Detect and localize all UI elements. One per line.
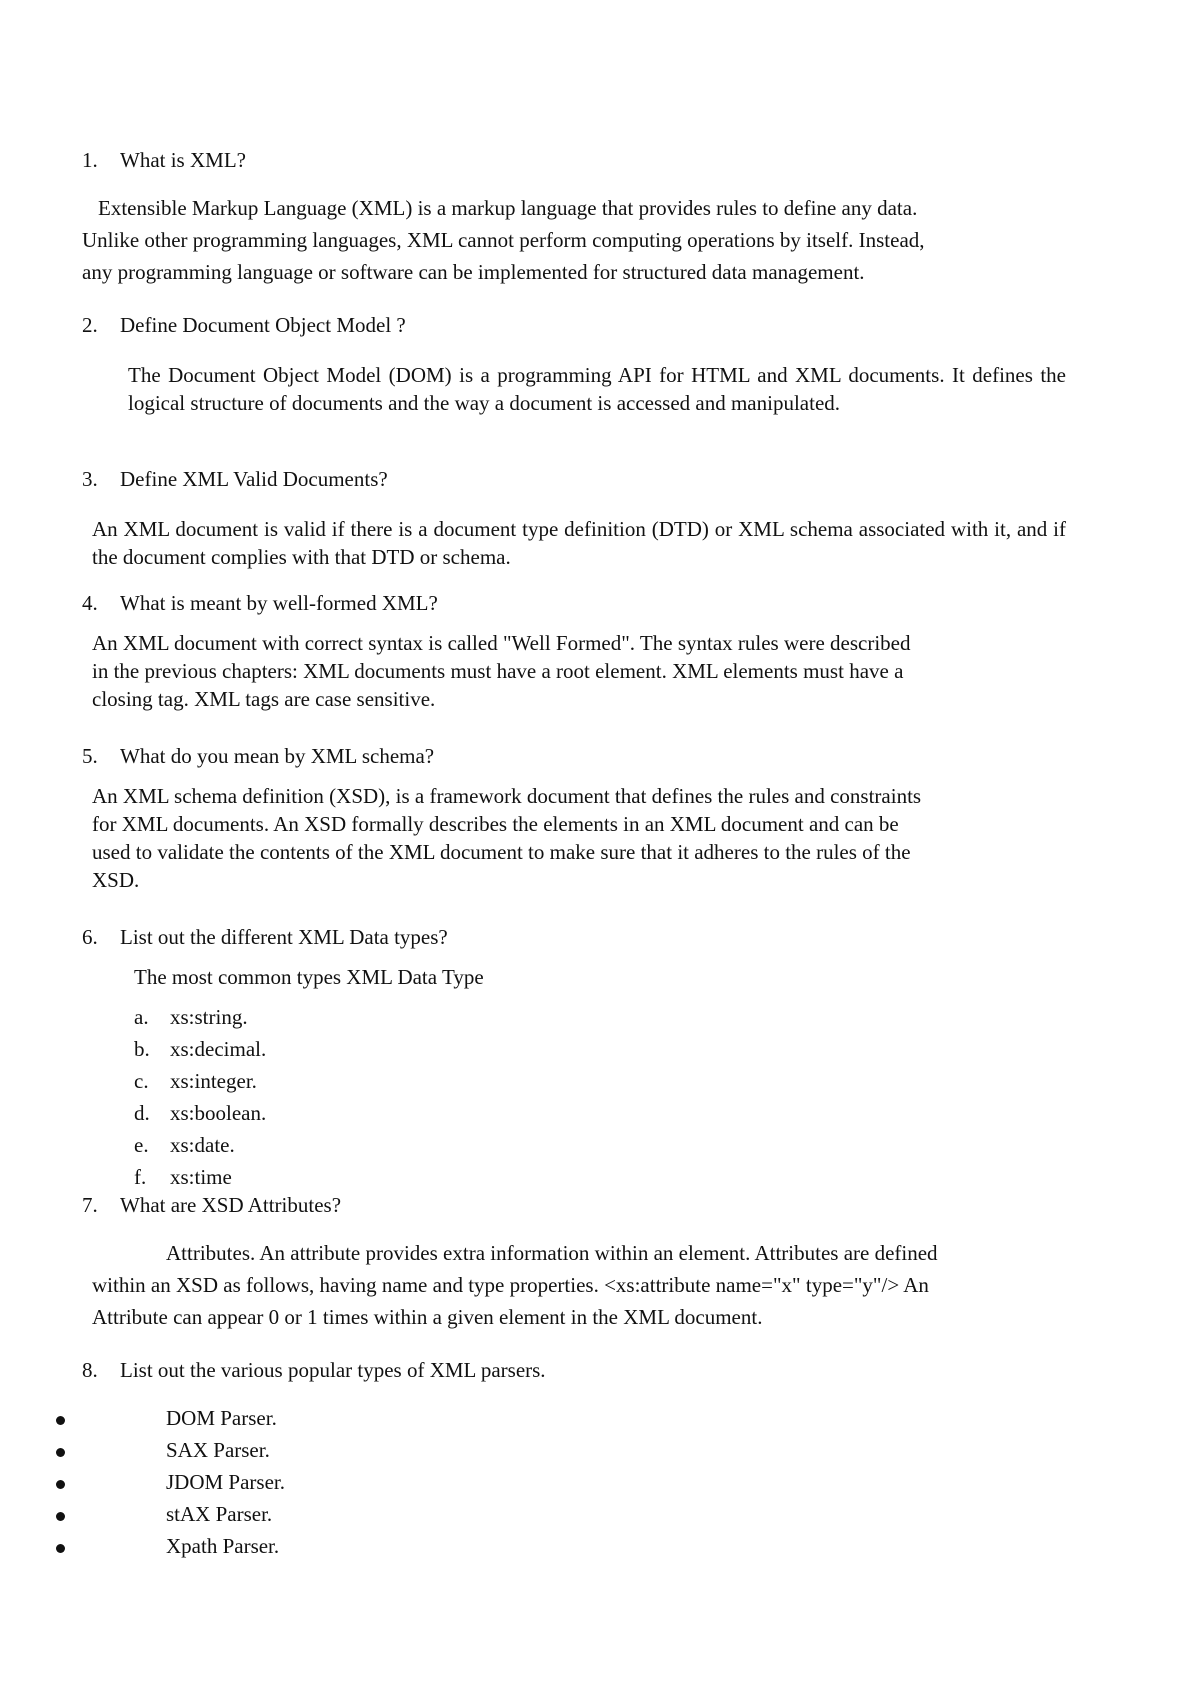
list-item: xs:decimal. — [170, 1037, 267, 1061]
question-number: 5. — [82, 744, 98, 768]
question-number: 3. — [82, 467, 98, 491]
list-item: xs:boolean. — [170, 1101, 267, 1125]
question-heading: List out the various popular types of XML parsers. — [120, 1358, 546, 1382]
question-heading: What is XML? — [120, 148, 246, 172]
question-number: 8. — [82, 1358, 98, 1382]
answer-line: within an XSD as follows, having name and type properties. <xs:attribute name="x" type="y"/> An — [92, 1273, 929, 1297]
list-item: xs:time — [170, 1165, 232, 1189]
answer-line: XSD. — [92, 868, 140, 892]
list-intro: The most common types XML Data Type — [134, 965, 484, 989]
list-marker: c. — [134, 1069, 149, 1093]
question-heading: What do you mean by XML schema? — [120, 744, 435, 768]
question-heading: Define Document Object Model ? — [120, 313, 406, 337]
question-number: 6. — [82, 925, 98, 949]
question-number: 7. — [82, 1193, 98, 1217]
answer-line: in the previous chapters: XML documents must have a root element. XML elements must have a — [92, 659, 904, 683]
list-marker: b. — [134, 1037, 150, 1061]
answer-paragraph: The Document Object Model (DOM) is a programming API for HTML and XML documents. It defines the logical structure of documents and the way a document is accessed and manipulated. — [128, 363, 1066, 415]
question-heading: List out the different XML Data types? — [120, 925, 448, 949]
bullet-icon — [56, 1416, 65, 1425]
list-item: xs:string. — [170, 1005, 248, 1029]
list-marker: d. — [134, 1101, 150, 1125]
list-item: xs:date. — [170, 1133, 235, 1157]
list-item: SAX Parser. — [166, 1438, 270, 1462]
answer-line: An XML document with correct syntax is called "Well Formed". The syntax rules were described — [92, 631, 911, 655]
answer-line: any programming language or software can be implemented for structured data management. — [82, 260, 865, 284]
answer-line: Extensible Markup Language (XML) is a markup language that provides rules to define any data. — [98, 196, 918, 220]
answer-line: An XML schema definition (XSD), is a framework document that defines the rules and constraints — [92, 784, 922, 808]
question-number: 4. — [82, 591, 98, 615]
bullet-icon — [56, 1480, 65, 1489]
list-item: xs:integer. — [170, 1069, 257, 1093]
question-number: 2. — [82, 313, 98, 337]
answer-line: Unlike other programming languages, XML cannot perform computing operations by itself. Instead, — [82, 228, 925, 252]
bullet-icon — [56, 1448, 65, 1457]
answer-line: Attributes. An attribute provides extra information within an element. Attributes are defined — [166, 1241, 938, 1265]
list-item: Xpath Parser. — [166, 1534, 280, 1558]
question-heading: What are XSD Attributes? — [120, 1193, 342, 1217]
list-marker: f. — [134, 1165, 147, 1189]
list-item: DOM Parser. — [166, 1406, 277, 1430]
answer-line: for XML documents. An XSD formally describes the elements in an XML document and can be — [92, 812, 899, 836]
question-heading: What is meant by well-formed XML? — [120, 591, 438, 615]
answer-line: closing tag. XML tags are case sensitive. — [92, 687, 436, 711]
list-item: stAX Parser. — [166, 1502, 273, 1526]
list-item: JDOM Parser. — [166, 1470, 285, 1494]
bullet-icon — [56, 1512, 65, 1521]
question-number: 1. — [82, 148, 98, 172]
bullet-icon — [56, 1544, 65, 1553]
question-heading: Define XML Valid Documents? — [120, 467, 388, 491]
list-marker: e. — [134, 1133, 149, 1157]
answer-line: used to validate the contents of the XML document to make sure that it adheres to the rules of the — [92, 840, 911, 864]
list-marker: a. — [134, 1005, 149, 1029]
answer-line: Attribute can appear 0 or 1 times within a given element in the XML document. — [92, 1305, 763, 1329]
answer-paragraph: An XML document is valid if there is a document type definition (DTD) or XML schema associated with it, and if the document complies with that DTD or schema. — [92, 517, 1066, 569]
